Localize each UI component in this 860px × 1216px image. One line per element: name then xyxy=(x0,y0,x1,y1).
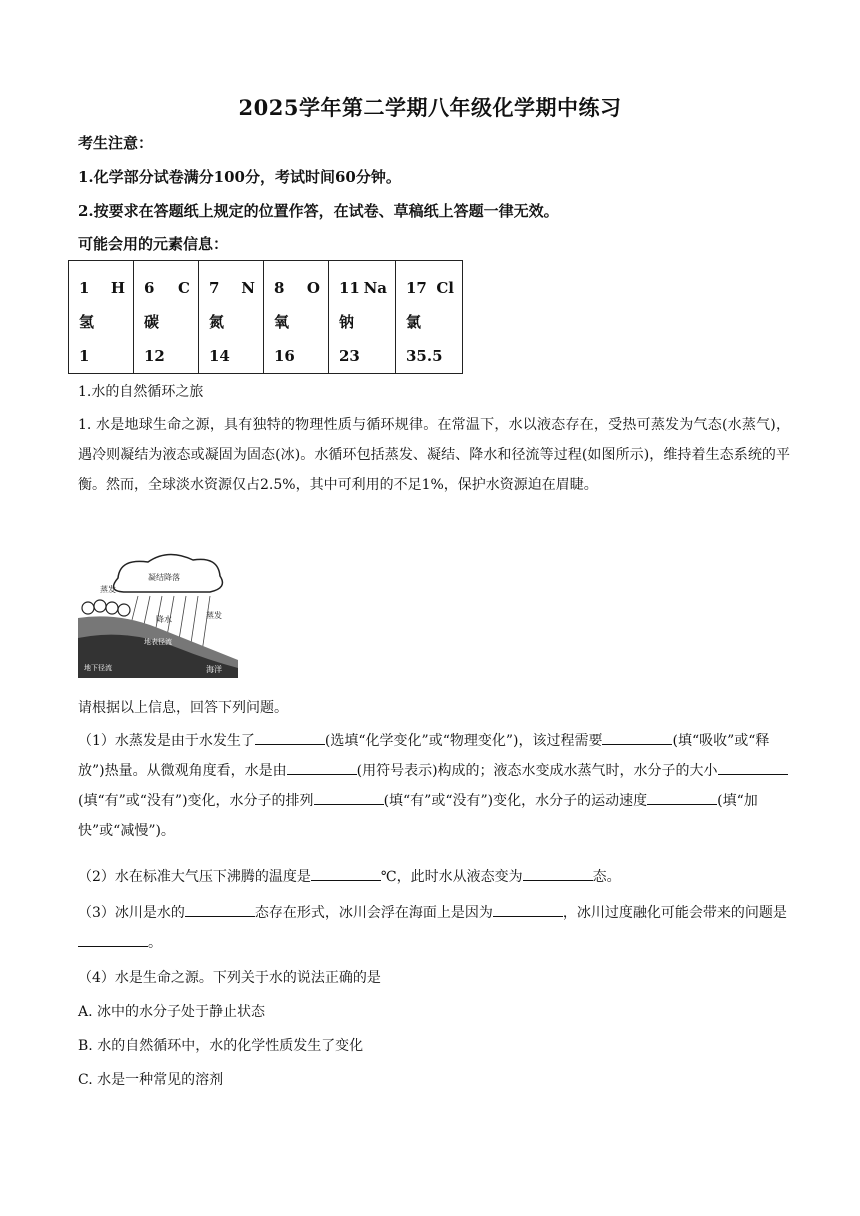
answer-blank[interactable] xyxy=(493,902,563,917)
element-name: 氢 xyxy=(79,313,95,331)
answer-blank[interactable] xyxy=(287,760,357,775)
question-2 xyxy=(78,862,790,892)
element-cell-na xyxy=(329,261,396,374)
question-4-stem: （4）水是生命之源。下列关于水的说法正确的是 xyxy=(78,970,381,986)
element-mass: 23 xyxy=(339,347,360,365)
precipitation-label: 降水 xyxy=(156,615,172,624)
q1-text: (填“吸收”或“释放”)热量。从微观角度看，水是由 xyxy=(78,733,770,779)
answer-blank[interactable] xyxy=(185,902,255,917)
intro-paragraph: 1. 水是地球生命之源，具有独特的物理性质与循环规律。在常温下，水以液态存在，受热可蒸发为气态(水蒸气)，遇冷则凝结为液态或凝固为固态(冰)。水循环包括蒸发、凝结、降水和径流等过程(如图所示)，维持着生态系统的平衡。然而，全球淡水资源仅占2.5%，其中可利用的不足1%，保护水资源迫在眉睫。 xyxy=(78,417,790,493)
element-number: 6 xyxy=(144,279,155,297)
answer-blank[interactable] xyxy=(602,730,672,745)
q1-text: (填“加快”或“减慢”)。 xyxy=(78,793,758,839)
cloud-label: 凝结降落 xyxy=(148,573,180,582)
trees xyxy=(82,600,130,616)
element-symbol: Na xyxy=(363,279,387,297)
answer-blank[interactable] xyxy=(78,932,148,947)
q1-text: (填“有”或“没有”)变化，水分子的运动速度 xyxy=(383,793,648,809)
element-cell-o xyxy=(264,261,329,374)
element-mass: 14 xyxy=(209,347,230,365)
section-title: 1.水的自然循环之旅 xyxy=(78,384,204,400)
evaporation-label: 蒸发 xyxy=(100,585,116,594)
answer-blank[interactable] xyxy=(718,760,788,775)
element-mass: 16 xyxy=(274,347,295,365)
notice-item-1: 1.化学部分试卷满分100分，考试时间60分钟。 xyxy=(78,168,401,186)
transpiration-label: 蒸发 xyxy=(206,611,222,620)
answer-blank[interactable] xyxy=(255,730,325,745)
q2-text: （2）水在标准大气压下沸腾的温度是 xyxy=(78,869,311,885)
element-symbol: H xyxy=(110,279,125,297)
element-cell-cl xyxy=(396,261,463,374)
answer-blank[interactable] xyxy=(314,790,384,805)
element-name: 氧 xyxy=(274,313,290,331)
answer-blank[interactable] xyxy=(647,790,717,805)
q1-text: （1）水蒸发是由于水发生了 xyxy=(78,733,255,749)
element-mass: 1 xyxy=(79,347,90,365)
q1-text: (用符号表示)构成的；液态水变成水蒸气时，水分子的大小 xyxy=(356,763,718,779)
element-info-table xyxy=(68,260,463,374)
q1-text: (选填“化学变化”或“物理变化”)，该过程需要 xyxy=(324,733,603,749)
q1-text: (填“有”或“没有”)变化，水分子的排列 xyxy=(78,793,314,809)
q4-option-a[interactable]: A. 冰中的水分子处于静止状态 xyxy=(78,1004,266,1020)
element-name: 碳 xyxy=(144,313,160,331)
element-name: 氮 xyxy=(209,313,225,331)
question-3 xyxy=(78,898,790,958)
answer-blank[interactable] xyxy=(311,866,381,881)
page-title: 2025学年第二学期八年级化学期中练习 xyxy=(238,95,622,120)
element-cell-c xyxy=(134,261,199,374)
element-number: 17 xyxy=(406,279,427,297)
element-symbol: Cl xyxy=(436,279,454,297)
q3-text: 。 xyxy=(148,935,162,951)
question-prompt: 请根据以上信息，回答下列问题。 xyxy=(78,700,288,716)
q3-text: ，冰川过度融化可能会带来的问题是 xyxy=(562,905,787,921)
element-name: 钠 xyxy=(339,313,355,331)
q4-option-b[interactable]: B. 水的自然循环中，水的化学性质发生了变化 xyxy=(78,1038,364,1054)
water-cycle-figure xyxy=(78,548,238,678)
element-cell-n xyxy=(199,261,264,374)
notice-item-2: 2.按要求在答题纸上规定的位置作答，在试卷、草稿纸上答题一律无效。 xyxy=(78,202,559,220)
element-mass: 35.5 xyxy=(406,347,443,365)
underground-runoff-label: 地下径流 xyxy=(84,664,112,672)
element-cell-h xyxy=(69,261,134,374)
element-symbol: N xyxy=(241,279,255,297)
element-name: 氯 xyxy=(406,313,422,331)
elements-heading: 可能会用的元素信息： xyxy=(78,235,229,253)
q2-text: ℃，此时水从液态变为 xyxy=(380,869,523,885)
q3-text: （3）冰川是水的 xyxy=(78,905,185,921)
q3-text: 态存在形式，冰川会浮在海面上是因为 xyxy=(254,905,493,921)
element-number: 11 xyxy=(339,279,360,297)
element-mass: 12 xyxy=(144,347,165,365)
surface-runoff-label: 地表径流 xyxy=(144,638,172,646)
element-number: 8 xyxy=(274,279,285,297)
element-number: 1 xyxy=(79,279,90,297)
ocean-label: 海洋 xyxy=(206,665,222,674)
element-symbol: O xyxy=(306,279,320,297)
element-symbol: C xyxy=(178,279,190,297)
element-number: 7 xyxy=(209,279,220,297)
answer-blank[interactable] xyxy=(523,866,593,881)
q2-text: 态。 xyxy=(592,869,621,885)
q4-option-c[interactable]: C. 水是一种常见的溶剂 xyxy=(78,1072,224,1088)
question-1 xyxy=(78,726,790,846)
notice-heading: 考生注意： xyxy=(78,134,154,152)
